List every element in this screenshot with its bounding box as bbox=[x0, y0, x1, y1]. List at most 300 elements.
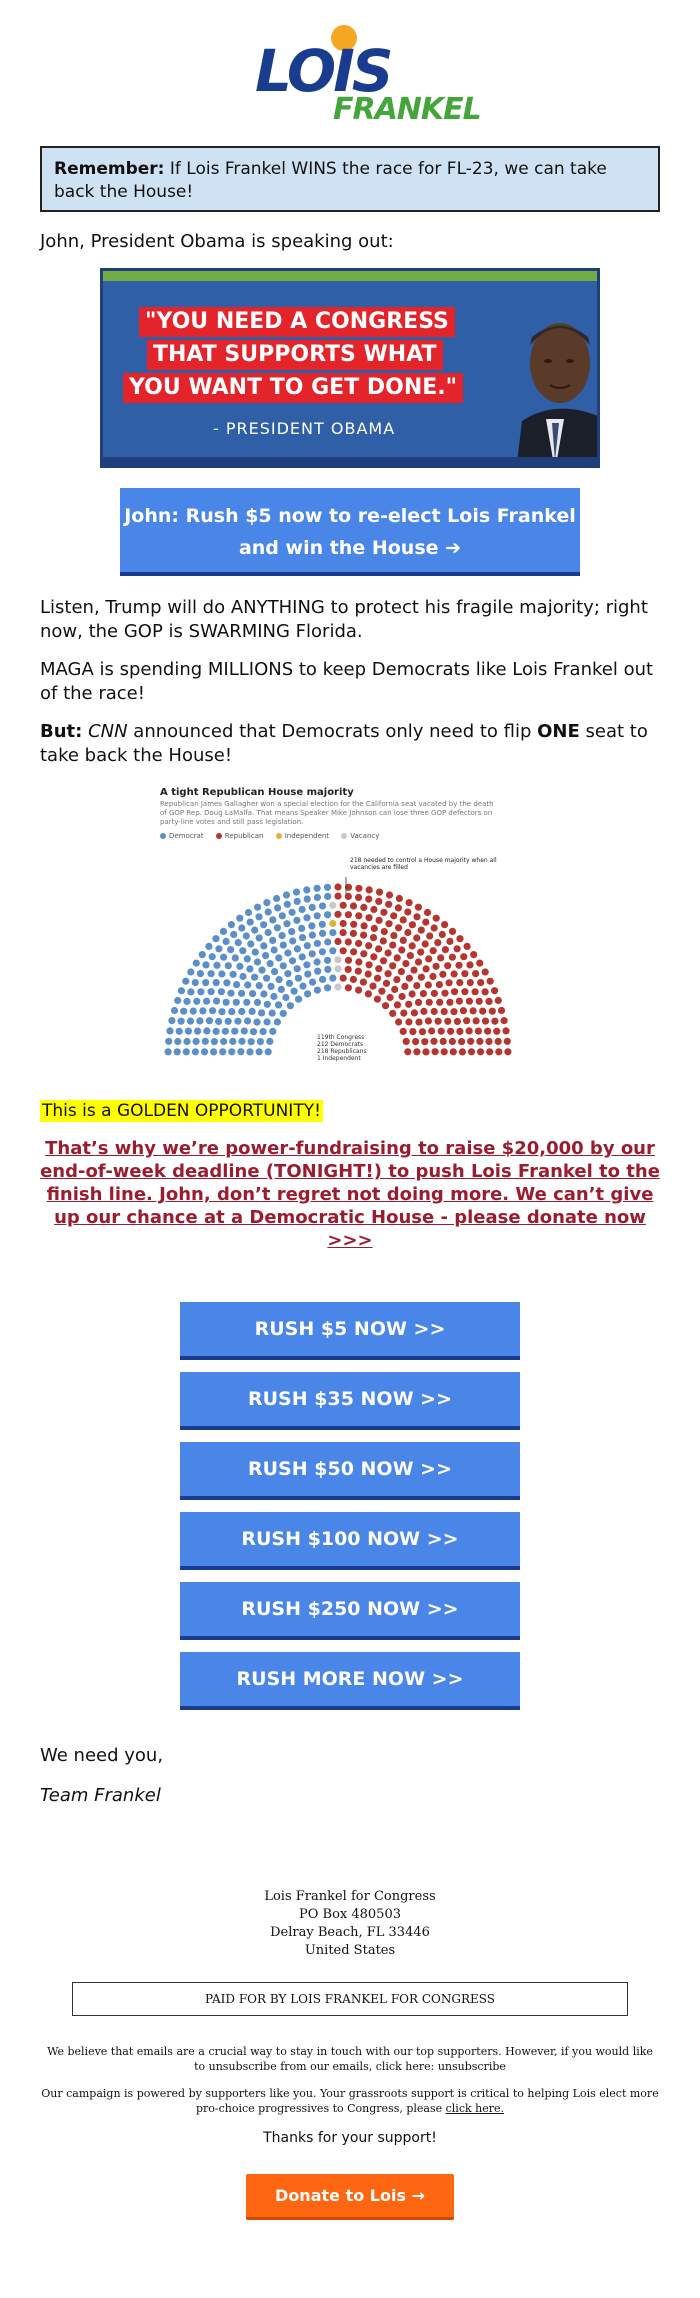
seat-republican bbox=[404, 908, 411, 915]
seat-republican bbox=[350, 902, 357, 909]
legend-republican: Republican bbox=[216, 832, 264, 840]
seat-democrat bbox=[274, 904, 281, 911]
seat-democrat bbox=[239, 973, 246, 980]
seat-republican bbox=[413, 1048, 420, 1055]
seat-democrat bbox=[243, 932, 250, 939]
seat-republican bbox=[444, 962, 451, 969]
seat-republican bbox=[382, 1002, 389, 1009]
seat-democrat bbox=[264, 1018, 271, 1025]
seat-republican bbox=[454, 945, 461, 952]
seat-republican bbox=[425, 981, 432, 988]
seat-republican bbox=[447, 1028, 454, 1035]
seat-democrat bbox=[253, 1019, 260, 1026]
seat-democrat bbox=[197, 970, 204, 977]
seat-republican bbox=[466, 1027, 473, 1034]
seat-democrat bbox=[223, 938, 230, 945]
seat-republican bbox=[385, 901, 392, 908]
seat-republican bbox=[434, 939, 441, 946]
seat-democrat bbox=[269, 916, 276, 923]
seat-democrat bbox=[295, 996, 302, 1003]
seat-republican bbox=[421, 1038, 428, 1045]
p3-end: seat to take back the House! bbox=[40, 721, 648, 766]
seat-republican bbox=[430, 947, 437, 954]
click-here-link[interactable]: click here. bbox=[445, 2102, 505, 2115]
seat-democrat bbox=[203, 1027, 210, 1034]
seat-republican bbox=[418, 927, 425, 934]
seat-democrat bbox=[193, 1038, 200, 1045]
seat-republican bbox=[404, 929, 411, 936]
seat-republican bbox=[365, 942, 372, 949]
seat-democrat bbox=[258, 967, 265, 974]
seat-democrat bbox=[260, 990, 267, 997]
body-paragraph-3 bbox=[40, 720, 665, 768]
seat-republican bbox=[374, 996, 381, 1003]
seat-republican bbox=[410, 967, 417, 974]
body-paragraph-1: Listen, Trump will do ANYTHING to protect his fragile majority; right now, the GOP is SWARMING Florida. bbox=[40, 597, 648, 642]
seat-republican bbox=[422, 1048, 429, 1055]
seat-republican bbox=[415, 999, 422, 1006]
seat-republican bbox=[430, 1038, 437, 1045]
seat-republican bbox=[439, 971, 446, 978]
rush-100-button[interactable]: RUSH $100 NOW >> bbox=[180, 1512, 520, 1570]
seat-democrat bbox=[260, 1028, 267, 1035]
seat-democrat bbox=[241, 1027, 248, 1034]
seat-democrat bbox=[280, 962, 287, 969]
seat-democrat bbox=[238, 924, 245, 931]
powered-by-notice bbox=[40, 2086, 660, 2116]
seat-democrat bbox=[309, 979, 316, 986]
seat-democrat bbox=[219, 1048, 226, 1055]
seat-republican bbox=[461, 988, 468, 995]
but-lead: But: bbox=[40, 721, 83, 742]
seat-democrat bbox=[256, 1048, 263, 1055]
seat-democrat bbox=[266, 1038, 273, 1045]
chart-title: A tight Republican House majority bbox=[160, 787, 354, 798]
seat-republican bbox=[360, 950, 367, 957]
dem-count-label: 212 Democrats bbox=[317, 1041, 364, 1048]
seat-democrat bbox=[309, 950, 316, 957]
seat-republican bbox=[451, 988, 458, 995]
legend-independent: Independent bbox=[276, 832, 329, 840]
seat-republican bbox=[389, 942, 396, 949]
seat-republican bbox=[394, 954, 401, 961]
seat-democrat bbox=[243, 999, 250, 1006]
seat-republican bbox=[441, 1008, 448, 1015]
seat-republican bbox=[415, 904, 422, 911]
seat-vacancy bbox=[334, 965, 341, 972]
seat-democrat bbox=[227, 946, 234, 953]
seat-democrat bbox=[205, 943, 212, 950]
seat-republican bbox=[345, 957, 352, 964]
seat-republican bbox=[396, 895, 403, 902]
seat-republican bbox=[498, 1007, 505, 1014]
seat-democrat bbox=[303, 961, 310, 968]
seat-democrat bbox=[223, 999, 230, 1006]
seat-democrat bbox=[227, 990, 234, 997]
seat-republican bbox=[334, 893, 341, 900]
seat-republican bbox=[450, 1008, 457, 1015]
seat-republican bbox=[398, 968, 405, 975]
seat-republican bbox=[501, 1017, 508, 1024]
seat-republican bbox=[441, 921, 448, 928]
seat-democrat bbox=[222, 1028, 229, 1035]
seat-republican bbox=[345, 966, 352, 973]
congress-label: 119th Congress bbox=[317, 1034, 365, 1041]
seat-democrat bbox=[263, 899, 270, 906]
seat-democrat bbox=[244, 1017, 251, 1024]
seat-republican bbox=[454, 1018, 461, 1025]
seat-democrat bbox=[274, 924, 281, 931]
seat-republican bbox=[378, 988, 385, 995]
seat-democrat bbox=[228, 1008, 235, 1015]
seat-republican bbox=[463, 1017, 470, 1024]
seat-republican bbox=[468, 1048, 475, 1055]
remember-callout bbox=[40, 146, 660, 212]
seat-republican bbox=[350, 921, 357, 928]
seat-democrat bbox=[244, 955, 251, 962]
seat-democrat bbox=[178, 987, 185, 994]
seat-republican bbox=[413, 934, 420, 941]
seat-democrat bbox=[238, 1038, 245, 1045]
seat-democrat bbox=[299, 934, 306, 941]
seat-democrat bbox=[251, 927, 258, 934]
seat-democrat bbox=[299, 983, 306, 990]
rush-more-button[interactable]: RUSH MORE NOW >> bbox=[180, 1652, 520, 1710]
seat-democrat bbox=[289, 937, 296, 944]
rush-35-button[interactable]: RUSH $35 NOW >> bbox=[180, 1372, 520, 1430]
seat-republican bbox=[485, 1038, 492, 1045]
seat-republican bbox=[489, 1008, 496, 1015]
seat-republican bbox=[365, 914, 372, 921]
seat-republican bbox=[387, 994, 394, 1001]
seat-democrat bbox=[304, 990, 311, 997]
seat-republican bbox=[355, 912, 362, 919]
seat-democrat bbox=[275, 1001, 282, 1008]
seat-republican bbox=[350, 976, 357, 983]
mailing-address bbox=[0, 1888, 700, 1960]
seat-democrat bbox=[324, 984, 331, 991]
cnn-text: CNN bbox=[88, 721, 128, 742]
seat-democrat bbox=[294, 945, 301, 952]
seat-democrat bbox=[183, 1048, 190, 1055]
thanks-text: Thanks for your support! bbox=[263, 2130, 437, 2146]
seat-republican bbox=[470, 951, 477, 958]
seat-democrat bbox=[319, 948, 326, 955]
seat-republican bbox=[340, 902, 347, 909]
seat-democrat bbox=[324, 966, 331, 973]
logo-lois-text: LOIS bbox=[255, 37, 391, 105]
seat-republican bbox=[431, 1008, 438, 1015]
seat-republican bbox=[340, 975, 347, 982]
seat-republican bbox=[412, 1038, 419, 1045]
seat-democrat bbox=[165, 1038, 172, 1045]
seat-republican bbox=[477, 979, 484, 986]
seat-democrat bbox=[192, 1048, 199, 1055]
seat-republican bbox=[477, 1048, 484, 1055]
seat-democrat bbox=[202, 979, 209, 986]
seat-democrat bbox=[287, 1002, 294, 1009]
seat-democrat bbox=[193, 998, 200, 1005]
seat-democrat bbox=[230, 931, 237, 938]
seat-democrat bbox=[319, 930, 326, 937]
obama-quote-banner bbox=[100, 268, 600, 468]
signoff-team: Team Frankel bbox=[40, 1785, 161, 1806]
seat-republican bbox=[476, 998, 483, 1005]
seat-republican bbox=[419, 1028, 426, 1035]
quote-line-1: "YOU NEED A CONGRESS bbox=[139, 307, 455, 337]
seat-democrat bbox=[276, 976, 283, 983]
seat-democrat bbox=[249, 1008, 256, 1015]
seat-democrat bbox=[289, 909, 296, 916]
seat-republican bbox=[495, 997, 502, 1004]
seat-republican bbox=[431, 990, 438, 997]
seat-republican bbox=[502, 1027, 509, 1034]
seat-republican bbox=[355, 885, 362, 892]
address-line-1: Lois Frankel for Congress bbox=[264, 1889, 436, 1904]
seat-democrat bbox=[246, 1048, 253, 1055]
seat-democrat bbox=[294, 965, 301, 972]
seat-democrat bbox=[225, 1018, 232, 1025]
seat-democrat bbox=[299, 953, 306, 960]
seat-republican bbox=[401, 983, 408, 990]
seat-democrat bbox=[298, 925, 305, 932]
seat-republican bbox=[375, 898, 382, 905]
seat-democrat bbox=[254, 958, 261, 965]
seat-republican bbox=[393, 976, 400, 983]
seat-democrat bbox=[256, 982, 263, 989]
seat-republican bbox=[334, 938, 341, 945]
seat-republican bbox=[449, 954, 456, 961]
seat-republican bbox=[365, 971, 372, 978]
seat-republican bbox=[411, 1009, 418, 1016]
seat-democrat bbox=[324, 938, 331, 945]
majority-annotation: 218 needed to control a House majority when all vacancies are filled bbox=[350, 857, 497, 871]
seat-democrat bbox=[218, 970, 225, 977]
seat-republican bbox=[376, 889, 383, 896]
cta-line-2: and win the House ➔ bbox=[238, 537, 462, 559]
seat-democrat bbox=[212, 935, 219, 942]
seat-republican bbox=[432, 1048, 439, 1055]
seat-republican bbox=[456, 998, 463, 1005]
seat-republican bbox=[340, 929, 347, 936]
seat-democrat bbox=[231, 1028, 238, 1035]
seat-republican bbox=[407, 952, 414, 959]
seat-democrat bbox=[215, 945, 222, 952]
seat-democrat bbox=[275, 954, 282, 961]
seat-democrat bbox=[256, 934, 263, 941]
seat-republican bbox=[374, 975, 381, 982]
unsubscribe-link[interactable]: unsubscribe bbox=[437, 2060, 506, 2073]
seat-republican bbox=[433, 915, 440, 922]
seat-democrat bbox=[220, 928, 227, 935]
seat-republican bbox=[446, 938, 453, 945]
seat-democrat bbox=[165, 1048, 172, 1055]
seat-democrat bbox=[187, 1018, 194, 1025]
seat-republican bbox=[476, 960, 483, 967]
seat-democrat bbox=[187, 968, 194, 975]
seat-democrat bbox=[329, 975, 336, 982]
seat-democrat bbox=[291, 988, 298, 995]
seat-republican bbox=[455, 962, 462, 969]
seat-democrat bbox=[329, 929, 336, 936]
seat-republican bbox=[429, 973, 436, 980]
seat-democrat bbox=[248, 1038, 255, 1045]
seat-republican bbox=[424, 909, 431, 916]
seat-democrat bbox=[174, 1048, 181, 1055]
seat-republican bbox=[402, 960, 409, 967]
seat-republican bbox=[400, 916, 407, 923]
seat-democrat bbox=[201, 1048, 208, 1055]
seat-democrat bbox=[244, 981, 251, 988]
seat-republican bbox=[426, 999, 433, 1006]
address-line-4: United States bbox=[304, 1943, 396, 1958]
seat-republican bbox=[345, 911, 352, 918]
seat-democrat bbox=[279, 912, 286, 919]
rush-250-button[interactable]: RUSH $250 NOW >> bbox=[180, 1582, 520, 1640]
seat-democrat bbox=[238, 1008, 245, 1015]
seat-republican bbox=[436, 999, 443, 1006]
seat-republican bbox=[375, 965, 382, 972]
seat-democrat bbox=[314, 958, 321, 965]
seat-republican bbox=[381, 928, 388, 935]
seat-republican bbox=[456, 979, 463, 986]
obama-portrait-image bbox=[508, 301, 600, 468]
seat-republican bbox=[449, 928, 456, 935]
seat-democrat bbox=[210, 1048, 217, 1055]
seat-democrat bbox=[329, 947, 336, 954]
seat-republican bbox=[464, 943, 471, 950]
seat-democrat bbox=[319, 921, 326, 928]
seat-republican bbox=[383, 980, 390, 987]
seat-republican bbox=[334, 911, 341, 918]
seat-republican bbox=[476, 1038, 483, 1045]
seat-republican bbox=[444, 1018, 451, 1025]
seat-republican bbox=[370, 953, 377, 960]
seat-democrat bbox=[178, 1018, 185, 1025]
seat-republican bbox=[389, 962, 396, 969]
rush-50-button[interactable]: RUSH $50 NOW >> bbox=[180, 1442, 520, 1500]
seat-republican bbox=[365, 990, 372, 997]
seat-republican bbox=[431, 924, 438, 931]
seat-republican bbox=[482, 968, 489, 975]
seat-vacancy bbox=[334, 956, 341, 963]
seat-republican bbox=[390, 912, 397, 919]
seat-democrat bbox=[309, 904, 316, 911]
seat-republican bbox=[369, 983, 376, 990]
seat-republican bbox=[484, 1028, 491, 1035]
seat-democrat bbox=[249, 990, 256, 997]
cta-line-1: John: Rush $5 now to re-elect Lois Frankel bbox=[124, 505, 576, 527]
seat-democrat bbox=[265, 1048, 272, 1055]
seat-democrat bbox=[193, 960, 200, 967]
seat-democrat bbox=[202, 961, 209, 968]
seat-republican bbox=[371, 925, 378, 932]
seat-democrat bbox=[269, 1010, 276, 1017]
seat-republican bbox=[366, 886, 373, 893]
seat-republican bbox=[435, 1018, 442, 1025]
donate-to-lois-button[interactable]: Donate to Lois → bbox=[246, 2174, 454, 2220]
seat-republican bbox=[360, 932, 367, 939]
seat-democrat bbox=[166, 1027, 173, 1034]
seat-democrat bbox=[255, 913, 262, 920]
seat-democrat bbox=[267, 960, 274, 967]
seat-democrat bbox=[247, 919, 254, 926]
seat-republican bbox=[406, 975, 413, 982]
campaign-logo bbox=[255, 25, 481, 135]
seat-democrat bbox=[324, 893, 331, 900]
seat-democrat bbox=[303, 914, 310, 921]
signoff-line: We need you, bbox=[40, 1745, 164, 1766]
seat-republican bbox=[437, 954, 444, 961]
seat-democrat bbox=[180, 1008, 187, 1015]
seat-democrat bbox=[233, 981, 240, 988]
seat-democrat bbox=[183, 998, 190, 1005]
seat-democrat bbox=[258, 1009, 265, 1016]
seat-democrat bbox=[174, 1038, 181, 1045]
seat-republican bbox=[441, 990, 448, 997]
seat-republican bbox=[467, 1038, 474, 1045]
seat-democrat bbox=[236, 915, 243, 922]
seat-democrat bbox=[194, 1028, 201, 1035]
seat-democrat bbox=[252, 949, 259, 956]
rush-5-button[interactable]: RUSH $5 NOW >> bbox=[180, 1302, 520, 1360]
legend-democrat: Democrat bbox=[160, 832, 204, 840]
fundraising-appeal-link[interactable]: That’s why we’re power-fundraising to raise $20,000 by our end-of-week deadline (TONIGHT!) to push Lois Frankel to the finish line. John, don’t regret not doing more. We can’t give up our chance at a Democratic House - please donate now >>> bbox=[40, 1138, 660, 1251]
seat-democrat bbox=[314, 987, 321, 994]
seat-democrat bbox=[304, 896, 311, 903]
seat-republican bbox=[425, 1017, 432, 1024]
seat-republican bbox=[495, 1038, 502, 1045]
seat-democrat bbox=[171, 1007, 178, 1014]
seat-republican bbox=[438, 1028, 445, 1035]
seat-democrat bbox=[209, 1007, 216, 1014]
intro-text: John, President Obama is speaking out: bbox=[40, 231, 394, 252]
seat-republican bbox=[366, 961, 373, 968]
seat-democrat bbox=[174, 997, 181, 1004]
seat-democrat bbox=[284, 901, 291, 908]
seat-republican bbox=[345, 938, 352, 945]
seat-democrat bbox=[269, 937, 276, 944]
seat-republican bbox=[390, 932, 397, 939]
seat-democrat bbox=[202, 1038, 209, 1045]
rush-5-reelect-button[interactable] bbox=[120, 488, 580, 576]
seat-republican bbox=[355, 940, 362, 947]
seat-democrat bbox=[203, 998, 210, 1005]
seat-republican bbox=[446, 999, 453, 1006]
seat-democrat bbox=[304, 942, 311, 949]
seat-democrat bbox=[215, 1018, 222, 1025]
seat-republican bbox=[466, 961, 473, 968]
seat-republican bbox=[487, 978, 494, 985]
seat-republican bbox=[355, 968, 362, 975]
seat-republican bbox=[491, 1018, 498, 1025]
seat-republican bbox=[398, 946, 405, 953]
seat-republican bbox=[365, 896, 372, 903]
chart-description: Republican James Gallagher won a special election for the California seat vacated by the death of GOP Rep. Doug LaMalfa. That means Speaker Mike Johnson can lose three GOP defectors on party-line votes and still pass legislation. bbox=[160, 800, 494, 826]
seat-republican bbox=[375, 945, 382, 952]
seat-republican bbox=[420, 990, 427, 997]
ind-count-label: 1 Independent bbox=[317, 1055, 361, 1062]
seat-republican bbox=[504, 1038, 511, 1045]
seat-democrat bbox=[228, 921, 235, 928]
seat-democrat bbox=[314, 912, 321, 919]
seat-republican bbox=[370, 934, 377, 941]
seat-democrat bbox=[268, 983, 275, 990]
seat-democrat bbox=[279, 932, 286, 939]
seat-democrat bbox=[213, 962, 220, 969]
seat-democrat bbox=[271, 968, 278, 975]
seat-democrat bbox=[324, 884, 331, 891]
